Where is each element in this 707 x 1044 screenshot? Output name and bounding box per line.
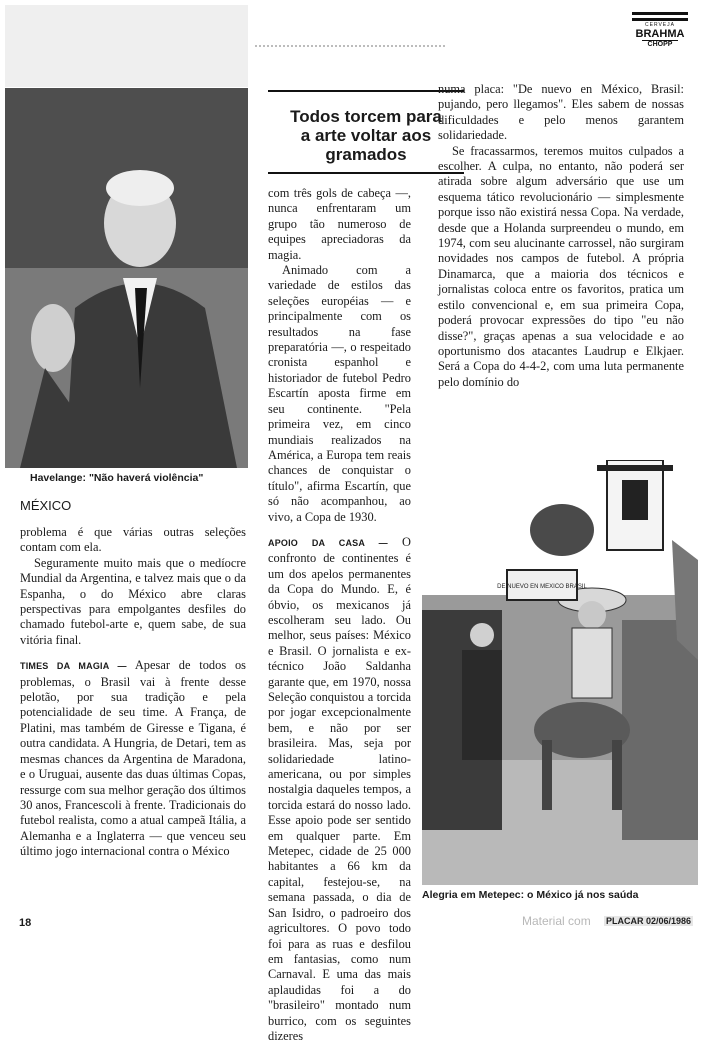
page-number: 18: [19, 917, 32, 929]
col1-paragraph-2: Seguramente muito mais que o medíocre Mundial da Argentina, e talvez mais que o da Espanha, o do México abre claras perspectivas para empolgantes desfiles do chamado futebol-arte e, quem sabe, de sua vitória final.: [20, 555, 246, 647]
headline-box: [268, 90, 464, 174]
metepec-photo: [422, 460, 698, 885]
metepec-photo-caption: Alegria em Metepec: o México já nos saúda: [422, 889, 639, 901]
col2-paragraph-3: [268, 535, 411, 1044]
top-dotted-rule: [255, 45, 445, 47]
article-column-1: [20, 525, 246, 860]
footer-watermark: Material com: [522, 914, 591, 928]
apoio-da-casa-kicker: APOIO DA CASA —: [268, 537, 388, 548]
logo-brand-text: BRAHMA: [635, 28, 685, 40]
havelange-figure: [5, 88, 248, 468]
col1-paragraph-3: [20, 658, 246, 859]
times-da-magia-kicker: TIMES DA MAGIA —: [20, 661, 127, 672]
top-header-band: [5, 5, 248, 87]
col3-paragraph-1: numa placa: "De nuevo en México, Brasil: pujando, pero llegamos". Eles sabem de nossas dificuldades e pelo menos garantem solidariedade.: [438, 82, 684, 143]
article-column-3: [438, 82, 684, 390]
logo-sub-text: CHOPP: [642, 40, 678, 48]
col3-paragraph-2: Se fracassarmos, teremos muitos culpados a escolher. A culpa, no entanto, não poderá ser atirada sobre algum adversário que use um esquema tático revolucionário — simplesmente porque isso não existirá nessa Copa. Na verdade, desde que a Holanda surpreendeu o mundo, em 1974, com seu alucinante carrossel, não surgiram novidades nos campos de futebol. A própria Dinamarca, que a maioria dos técnicos e jornalistas coloca entre os favoritos, pratica um estilo convencional e, em sua primeira Copa, poderá provocar expressões do tipo "eu não disse?", graças apenas a sua velocidade e ao oportunismo dos atacantes Laudrup e Elkjaer. Será a Copa do 4-4-2, com uma luta permanente pelo domínio do: [438, 143, 684, 389]
col2-paragraph-1: com três gols de cabeça —, nunca enfrentaram um grupo tão numeroso de equipes apreciadoras da magia.: [268, 186, 411, 262]
havelange-photo-caption: Havelange: "Não haverá violência": [30, 472, 204, 484]
de-nuevo-sign-text: DE NUEVO EN MEXICO BRASIL: [497, 584, 587, 590]
footer-source: PLACAR 02/06/1986: [606, 916, 692, 926]
col2-paragraph-2: Animado com a variedade de estilos das seleções européias — e principalmente com os resultados na fase preparatória —, o respeitado cronista espanhol e historiador de futebol Pedro Escartín aposta firme em seu continente. "Pela primeira vez, em cinco mundiais realizados na América, a Europa tem reais chances de conquistar o título", afirma Escartín, que só não acompanhou, ao vivo, a Copa de 1930.: [268, 263, 411, 524]
section-label: MÉXICO: [20, 498, 72, 513]
col1-paragraph-1: problema é que várias outras seleções contam com ela.: [20, 525, 246, 555]
col2-paragraph-3-text: O confronto de continentes é um dos apelos permanentes da Copa do Mundo. E, é óbvio, os mexicanos já escolheram seu lado. Ou melhor, seus países: México e Brasil. O jornalista e ex-técnico João Saldanha garante que, em 1970, nossa Seleção conquistou a torcida por jogar excepcionalmente bem, e não por ser brasileira. Mas, seja por solidariedade latino-americana, ou por simples nostalgia daqueles tempos, a torcida estará do nosso lado. Esse apoio pode ser sentido em qualquer parte. Em Metepec, cidade de 25 000 habitantes a 66 km da capital, festejou-se, na semana passada, o dia de San Isidro, o padroeiro dos agricultores. O povo todo foi para as ruas e desfilou em fantasias, como num Carnaval. E uma das mais aplaudidas foi a do "brasileiro" montado num burrico, com os seguintes dizeres: [268, 534, 411, 1043]
article-headline: Todos torcem para a arte voltar aos gramados: [290, 107, 442, 164]
logo-top-text: CERVEJA: [645, 22, 675, 28]
havelange-photo: [5, 88, 248, 468]
metepec-parade-scene: [422, 460, 698, 885]
brahma-chopp-logo: [632, 12, 688, 60]
article-column-2: [268, 186, 411, 1044]
col1-paragraph-3-text: Apesar de todos os problemas, o Brasil vai à frente desse pelotão, por sua tradição e pela potencialidade de seu time. A França, de Platini, mas também de Giresse e Tigana, é outra candidata. A Hungria, de Detari, tem as mesmas chances da Argentina de Maradona, e o Uruguai, ausente das duas últimas Copas, ressurge com sua melhor geração dos últimos 30 anos, Francescoli à frente. Tradicionais do futebol realista, como a atual campeã Itália, a Alemanha e a Inglaterra — que venceu seu último jogo internacional contra o México: [20, 658, 246, 859]
